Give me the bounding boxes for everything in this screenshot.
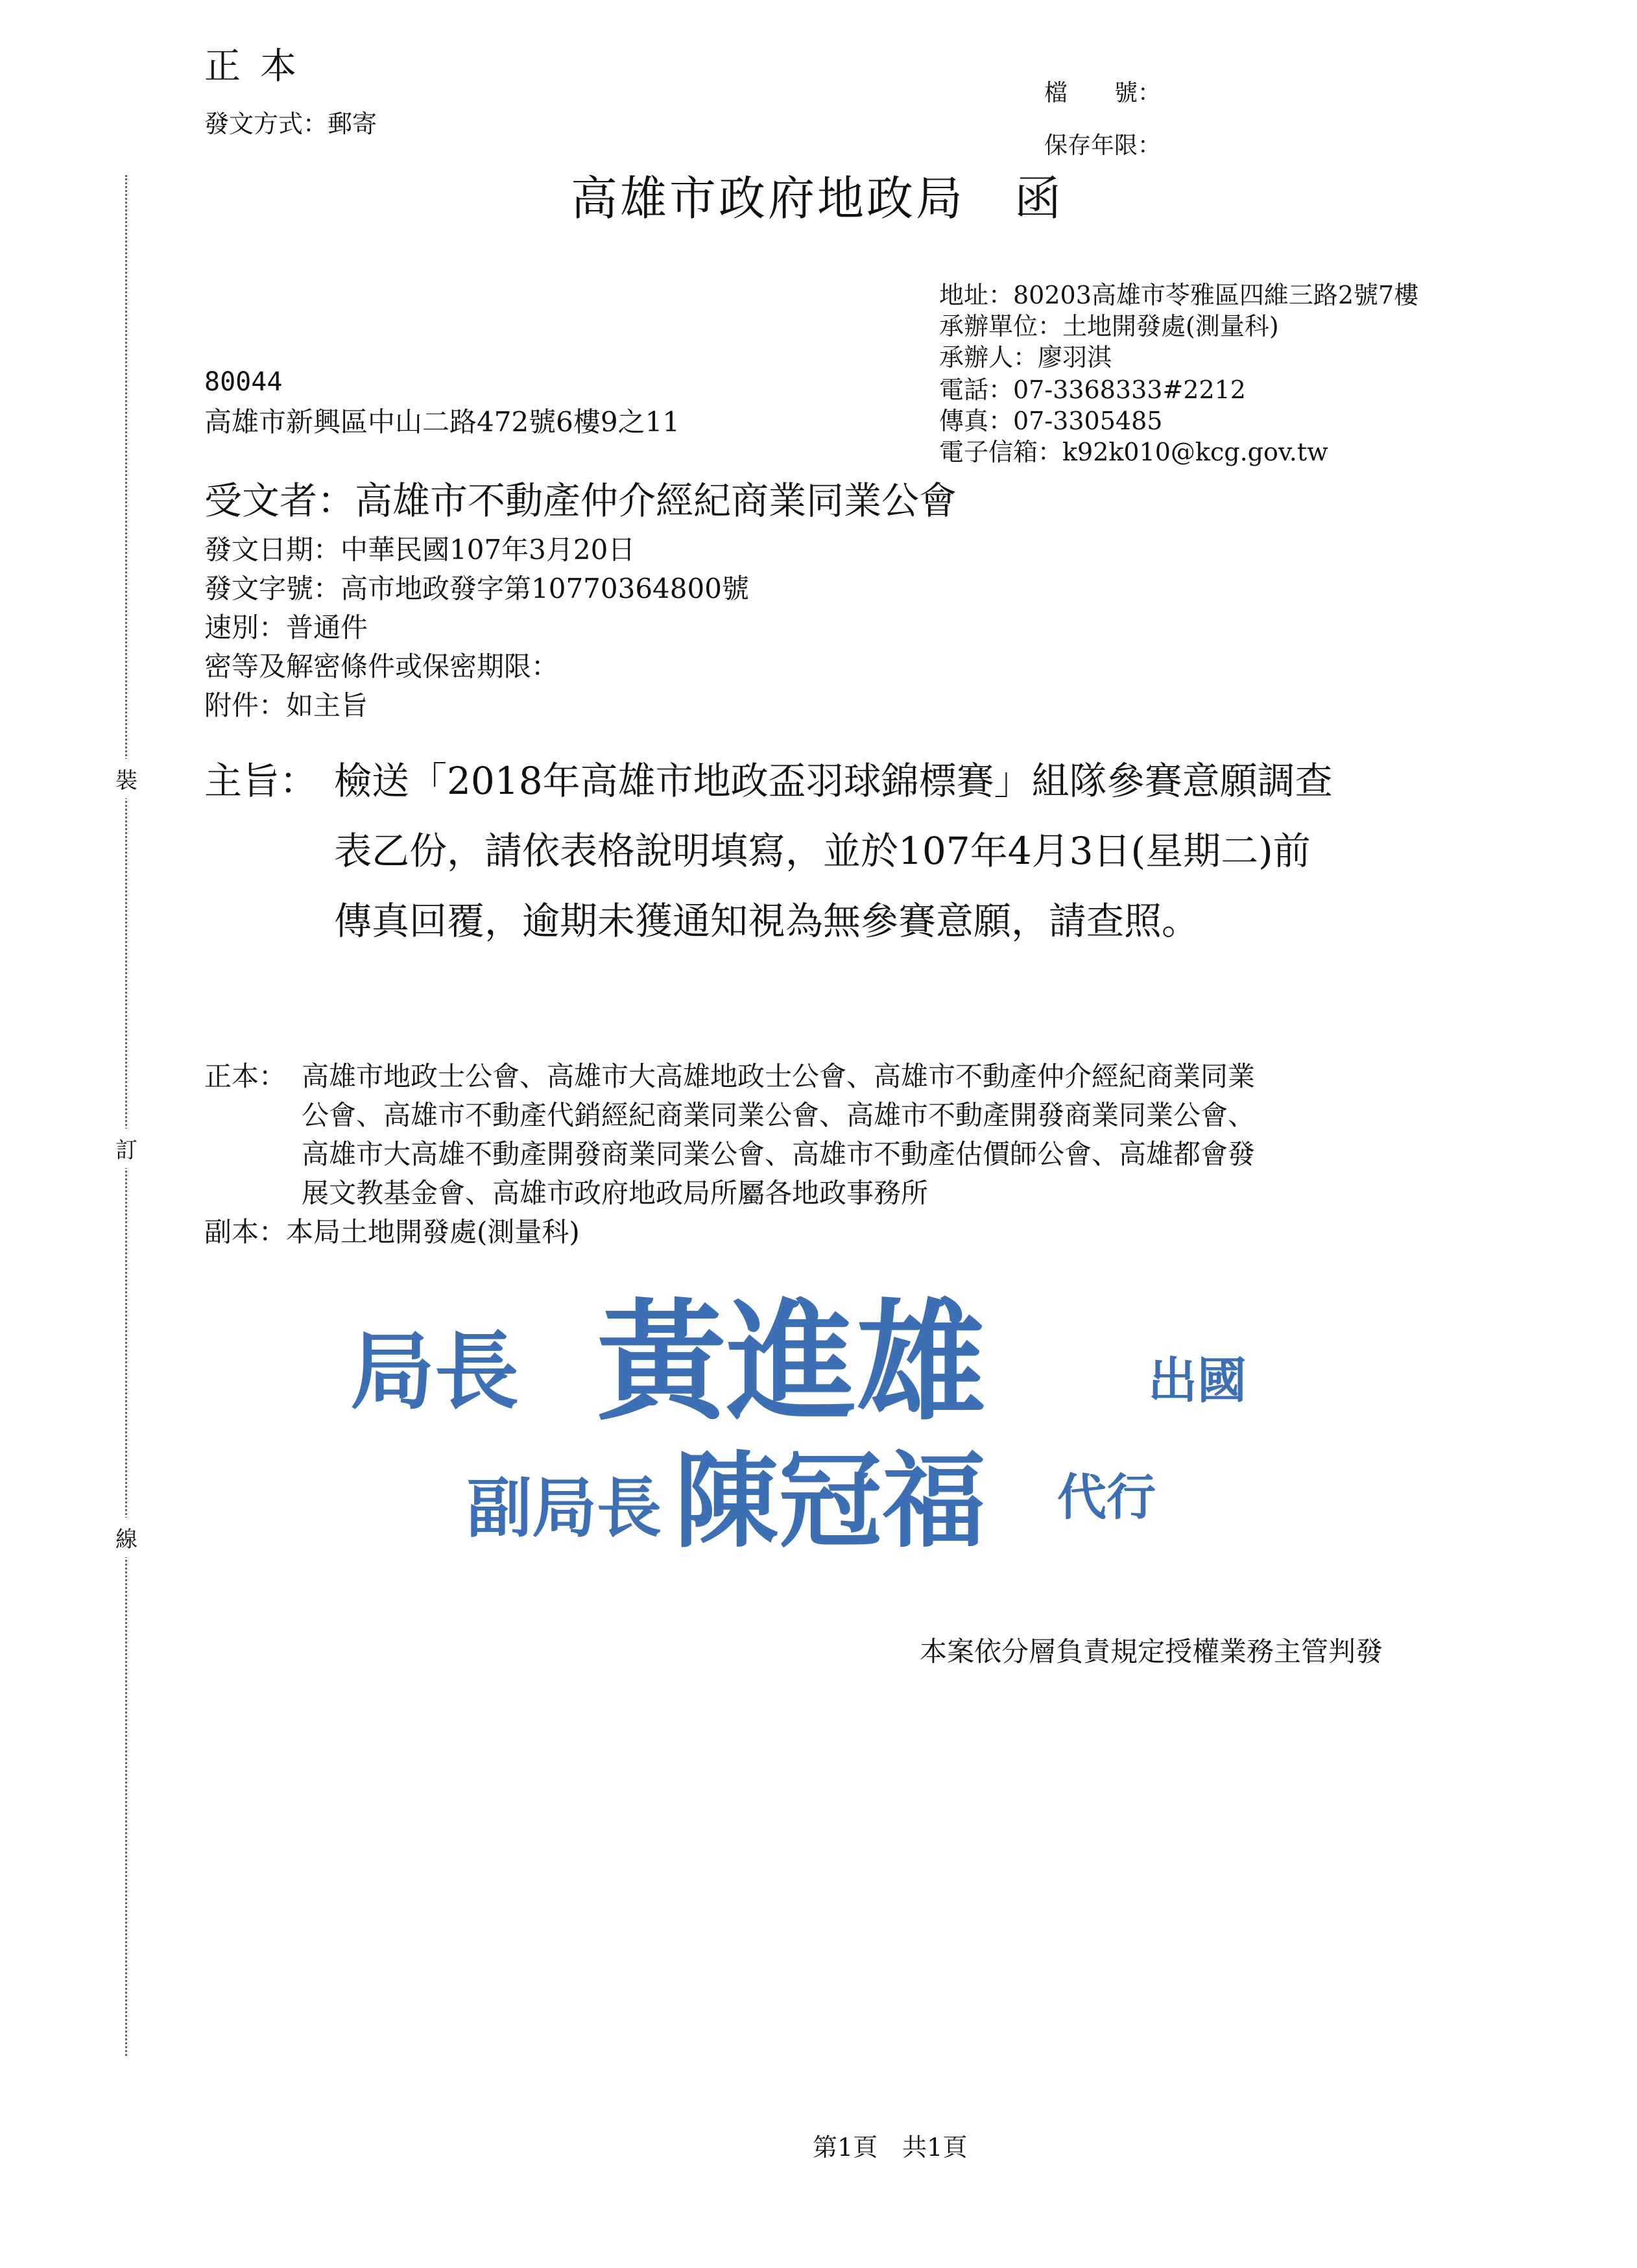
subject-line: 傳真回覆，逾期未獲通知視為無參賽意願，請查照。 bbox=[334, 899, 1200, 943]
subject-label: 主旨： bbox=[204, 759, 318, 803]
deputy-name: 陳冠福 bbox=[675, 1440, 986, 1562]
contact-phone: 電話：07-3368333#2212 bbox=[939, 376, 1246, 404]
distribution-main-line: 高雄市大高雄不動產開發商業同業公會、高雄市不動產估價師公會、高雄都會發 bbox=[302, 1138, 1256, 1170]
send-method: 發文方式：郵寄 bbox=[204, 110, 377, 138]
contact-unit: 承辦單位：土地開發處(測量科) bbox=[939, 312, 1279, 340]
document-number: 發文字號：高市地政發字第10770364800號 bbox=[204, 573, 749, 604]
receiver-zip: 80044 bbox=[204, 367, 283, 397]
speed-class: 速別：普通件 bbox=[204, 612, 368, 643]
signature-note: 出國 bbox=[1148, 1352, 1247, 1409]
binding-line bbox=[125, 175, 127, 2056]
distribution-main-line: 展文教基金會、高雄市政府地政局所屬各地政事務所 bbox=[302, 1177, 929, 1209]
retention-period: 保存年限： bbox=[1044, 132, 1162, 159]
attachment: 附件：如主旨 bbox=[204, 689, 368, 721]
receiver-address: 高雄市新興區中山二路472號6樓9之11 bbox=[204, 406, 680, 438]
signature-title: 局長 bbox=[350, 1322, 520, 1421]
secrecy-level: 密等及解密條件或保密期限： bbox=[204, 651, 559, 682]
authority-note: 本案依分層負責規定授權業務主管判發 bbox=[920, 1636, 1383, 1667]
distribution-copy: 副本：本局土地開發處(測量科) bbox=[204, 1216, 580, 1248]
distribution-main-line: 高雄市地政士公會、高雄市大高雄地政士公會、高雄市不動產仲介經紀商業同業 bbox=[302, 1060, 1256, 1092]
subject-line: 檢送「2018年高雄市地政盃羽球錦標賽」組隊參賽意願調查 bbox=[334, 759, 1333, 803]
signature-stamp bbox=[337, 1284, 1310, 1563]
contact-handler: 承辦人：廖羽淇 bbox=[939, 343, 1112, 372]
recipient: 受文者：高雄市不動產仲介經紀商業同業公會 bbox=[204, 479, 957, 523]
binding-mark: 訂 bbox=[115, 1128, 137, 1168]
contact-fax: 傳真：07-3305485 bbox=[939, 407, 1163, 435]
page-number: 第1頁 共1頁 bbox=[813, 2133, 968, 2162]
issue-date: 發文日期：中華民國107年3月20日 bbox=[204, 534, 636, 566]
subject-line: 表乙份，請依表格說明填寫，並於107年4月3日(星期二)前 bbox=[334, 829, 1311, 873]
distribution-main-label: 正本： bbox=[204, 1060, 287, 1092]
binding-mark: 線 bbox=[115, 1518, 137, 1557]
document-title: 高雄市政府地政局 函 bbox=[571, 171, 1064, 226]
binding-mark: 裝 bbox=[115, 759, 137, 798]
copy-mark: 正本 bbox=[204, 45, 316, 88]
contact-email: 電子信箱：k92k010@kcg.gov.tw bbox=[939, 438, 1328, 466]
archive-number: 檔 號： bbox=[1044, 80, 1162, 106]
distribution-main-line: 公會、高雄市不動產代銷經紀商業同業公會、高雄市不動產開發商業同業公會、 bbox=[302, 1099, 1256, 1131]
signature-name: 黃進雄 bbox=[597, 1286, 986, 1438]
contact-address: 地址：80203高雄市苓雅區四維三路2號7樓 bbox=[939, 281, 1419, 309]
deputy-title: 副局長 bbox=[467, 1470, 662, 1546]
deputy-note: 代行 bbox=[1057, 1468, 1156, 1526]
